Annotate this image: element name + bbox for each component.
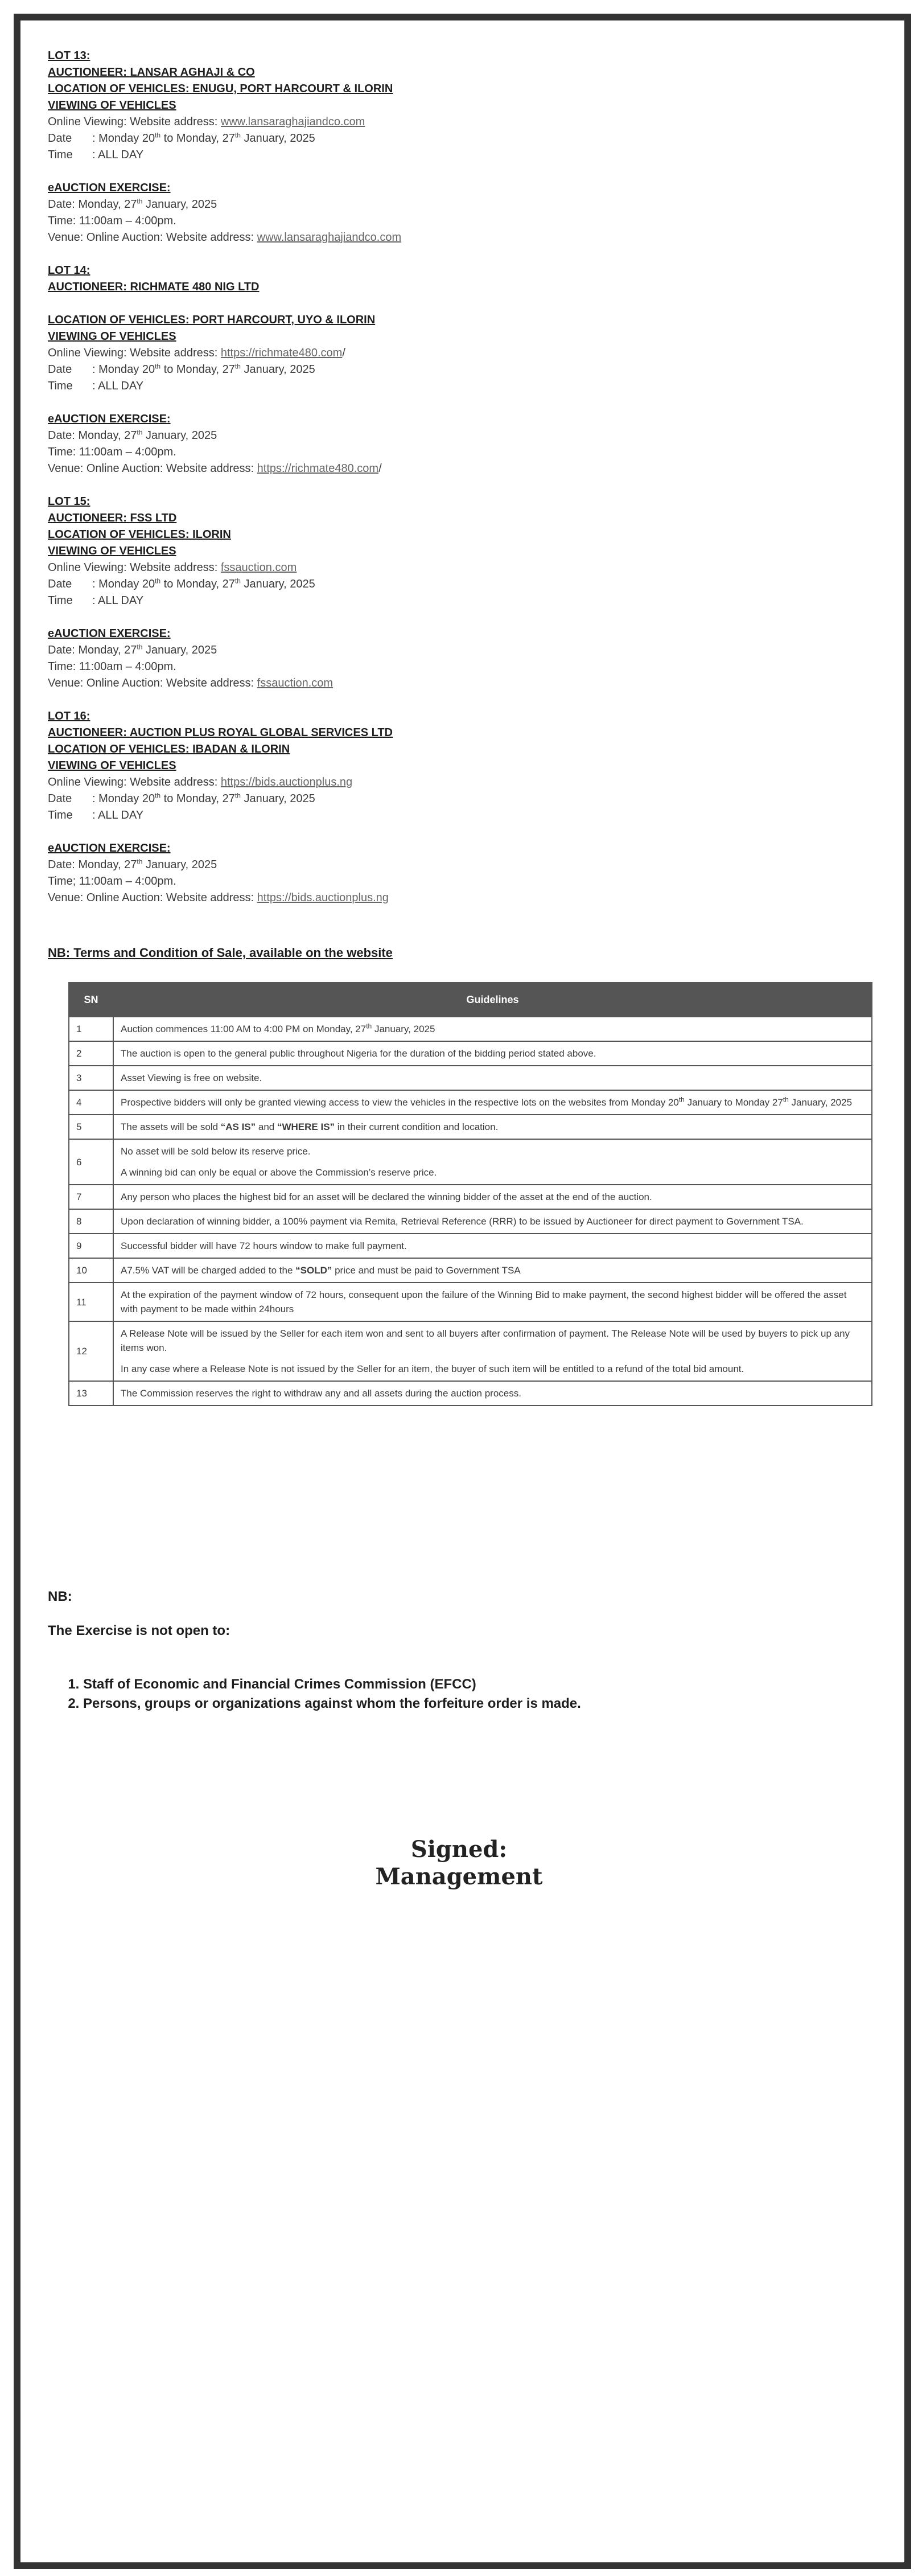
guideline-text: At the expiration of the payment window of 72 hours, consequent upon the failure of the Winning Bid to make payment, the second highest bidder will be offered the asset with payment to be made within 24hours [121,1289,847,1314]
row-guideline [113,1321,872,1381]
table-row [69,1139,872,1185]
date-label: Date [48,578,72,590]
row-sn: 11 [69,1283,113,1321]
guideline-text: Prospective bidders will only be granted viewing access to view the vehicles in the respective lots on the websites from Monday 20th January to Monday 27th January, 2025 [121,1095,853,1108]
eauction-heading: eAUCTION EXERCISE: [48,627,171,640]
online-viewing-prefix: Online Viewing: Website address: [48,116,221,128]
row-guideline [113,1234,872,1258]
date-label: Date [48,132,72,145]
lot-block [48,48,873,262]
table-row [69,1090,872,1115]
eauction-date: Date: Monday, 27th January, 2025 [48,197,217,211]
vehicle-location: LOCATION OF VEHICLES: ENUGU, PORT HARCOURT & ILORIN [48,83,393,95]
row-sn: 9 [69,1234,113,1258]
vehicle-location: LOCATION OF VEHICLES: PORT HARCOURT, UYO & ILORIN [48,314,376,326]
date-value: : Monday 20th to Monday, 27th January, 2025 [92,131,315,145]
table-row [69,1115,872,1139]
eauction-time: Time: 11:00am – 4:00pm. [48,215,176,227]
auctioneer: AUCTIONEER: FSS LTD [48,512,177,524]
row-guideline [113,1258,872,1283]
venue-prefix: Venue: Online Auction: Website address: [48,231,257,244]
guideline-text: The assets will be sold “AS IS” and “WHERE IS” in their current condition and location. [121,1121,499,1132]
guideline-text: In any case where a Release Note is not issued by the Seller for an item, the buyer of such item will be entitled to a refund of the total bid amount. [121,1363,744,1374]
row-guideline [113,1209,872,1234]
header-guidelines: Guidelines [113,983,872,1017]
date-value: : Monday 20th to Monday, 27th January, 2025 [92,577,315,590]
lot-block [48,262,873,494]
vehicle-location: LOCATION OF VEHICLES: IBADAN & ILORIN [48,743,290,755]
guideline-text: The auction is open to the general public throughout Nigeria for the duration of the bidding period stated above. [121,1048,596,1059]
row-guideline [113,1090,872,1115]
vehicle-location: LOCATION OF VEHICLES: ILORIN [48,528,231,541]
lot-block [48,494,873,708]
terms-note[interactable]: NB: Terms and Condition of Sale, available on the website [48,946,393,960]
online-viewing [48,345,873,361]
lot-number: LOT 13: [48,50,90,62]
time-value: : ALL DAY [92,149,144,161]
time-label: Time [48,594,73,607]
venue-prefix: Venue: Online Auction: Website address: [48,891,257,904]
row-sn: 5 [69,1115,113,1139]
eauction-venue [48,461,873,477]
venue-prefix: Venue: Online Auction: Website address: [48,462,257,475]
time-label: Time [48,149,73,161]
viewing-heading: VIEWING OF VEHICLES [48,330,176,343]
viewing-heading: VIEWING OF VEHICLES [48,99,176,112]
table-row [69,1258,872,1283]
guideline-text: Successful bidder will have 72 hours window to make full payment. [121,1240,407,1251]
eauction-date: Date: Monday, 27th January, 2025 [48,428,217,442]
date-value: : Monday 20th to Monday, 27th January, 2025 [92,791,315,805]
website-suffix: / [342,347,345,359]
venue-website-link[interactable]: www.lansaraghajiandco.com [257,231,402,244]
row-sn: 8 [69,1209,113,1234]
lot-number: LOT 16: [48,710,90,722]
nb-label: NB: [48,1589,72,1604]
website-link[interactable]: fssauction.com [220,561,297,574]
guideline-text: Any person who places the highest bid for an asset will be declared the winning bidder of the asset at the end of the auction. [121,1192,652,1202]
online-viewing [48,114,873,130]
online-viewing-prefix: Online Viewing: Website address: [48,347,221,359]
spacer [48,692,873,708]
guideline-text: No asset will be sold below its reserve price. [121,1146,311,1157]
venue-prefix: Venue: Online Auction: Website address: [48,677,257,689]
viewing-time [48,147,873,163]
guideline-text: Auction commences 11:00 AM to 4:00 PM on Monday, 27th January, 2025 [121,1022,435,1034]
row-guideline [113,1066,872,1090]
table-row [69,1066,872,1090]
guideline-text: The Commission reserves the right to withdraw any and all assets during the auction process. [121,1388,521,1399]
guideline-text: Upon declaration of winning bidder, a 100% payment via Remita, Retrieval Reference (RRR) to be issued by Auctioneer for direct payment to Government TSA. [121,1216,804,1227]
spacer [48,906,873,923]
row-sn: 10 [69,1258,113,1283]
not-open-heading: The Exercise is not open to: [48,1623,230,1638]
date-label: Date [48,792,72,805]
viewing-heading: VIEWING OF VEHICLES [48,759,176,772]
table-row [69,1321,872,1381]
eauction-time: Time: 11:00am – 4:00pm. [48,660,176,673]
row-guideline [113,1185,872,1209]
header-sn: SN [69,983,113,1017]
time-value: : ALL DAY [92,594,144,607]
eauction-heading: eAUCTION EXERCISE: [48,182,171,194]
time-value: : ALL DAY [92,380,144,392]
row-sn: 13 [69,1381,113,1406]
table-row [69,1209,872,1234]
table-row [69,1381,872,1406]
viewing-time [48,593,873,609]
signed-by: Management [375,1863,543,1890]
time-value: : ALL DAY [92,809,144,821]
signed-label: Signed: [410,1836,508,1863]
guidelines-table [68,982,872,1406]
table-row [69,1234,872,1258]
signature-block [0,1836,918,1891]
viewing-time [48,807,873,824]
lot-block [48,708,873,923]
time-label: Time [48,809,73,821]
eauction-heading: eAUCTION EXERCISE: [48,842,171,854]
spacer [48,246,873,262]
row-guideline [113,1017,872,1041]
website-link[interactable]: www.lansaraghajiandco.com [220,116,365,128]
date-value: : Monday 20th to Monday, 27th January, 2025 [92,362,315,376]
eauction-date: Date: Monday, 27th January, 2025 [48,857,217,871]
viewing-date [48,130,873,147]
spacer [48,824,873,840]
viewing-heading: VIEWING OF VEHICLES [48,545,176,557]
row-guideline [113,1139,872,1185]
eauction-date: Date: Monday, 27th January, 2025 [48,643,217,656]
row-sn: 7 [69,1185,113,1209]
spacer [48,163,873,180]
guideline-text: A Release Note will be issued by the Seller for each item won and sent to all buyers after confirmation of payment. The Release Note will be used by buyers to pick up any items won. [121,1328,850,1353]
lot-number: LOT 15: [48,495,90,508]
spacer [48,609,873,626]
venue-suffix: / [378,462,382,475]
online-viewing [48,774,873,791]
auctioneer: AUCTIONEER: RICHMATE 480 NIG LTD [48,281,260,293]
eauction-venue [48,229,873,246]
guideline-text: A7.5% VAT will be charged added to the “SOLD” price and must be paid to Government TSA [121,1265,521,1276]
eauction-venue [48,890,873,906]
date-label: Date [48,363,72,376]
guideline-text: A winning bid can only be equal or above the Commission’s reserve price. [121,1167,437,1178]
online-viewing-prefix: Online Viewing: Website address: [48,561,221,574]
row-sn: 2 [69,1041,113,1066]
row-sn: 3 [69,1066,113,1090]
viewing-date [48,791,873,807]
table-header-row [69,983,872,1017]
eauction-time: Time: 11:00am – 4:00pm. [48,446,176,458]
eauction-venue [48,675,873,692]
lot-number: LOT 14: [48,264,90,277]
website-link[interactable]: https://bids.auctionplus.ng [220,776,353,788]
online-viewing-prefix: Online Viewing: Website address: [48,776,221,788]
spacer [48,295,873,312]
table-row [69,1185,872,1209]
venue-website-link[interactable]: fssauction.com [257,677,334,689]
row-sn: 12 [69,1321,113,1381]
row-sn: 6 [69,1139,113,1185]
website-link[interactable]: https://richmate480.com [220,347,343,359]
viewing-date [48,576,873,593]
exclusion-list [48,1675,873,1714]
table-row [69,1283,872,1321]
eauction-heading: eAUCTION EXERCISE: [48,413,171,425]
online-viewing [48,560,873,576]
venue-website-link[interactable]: https://richmate480.com [257,462,379,475]
row-sn: 4 [69,1090,113,1115]
row-guideline [113,1283,872,1321]
exclusion-item: 2. Persons, groups or organizations against whom the forfeiture order is made. [83,1694,873,1714]
exclusion-section [48,1588,873,1714]
row-guideline [113,1115,872,1139]
guideline-text: Asset Viewing is free on website. [121,1073,262,1083]
row-guideline [113,1381,872,1406]
table-row [69,1041,872,1066]
row-guideline [113,1041,872,1066]
lots-section [48,48,873,960]
eauction-time: Time; 11:00am – 4:00pm. [48,875,176,888]
exclusion-item: 1. Staff of Economic and Financial Crimes Commission (EFCC) [83,1675,873,1694]
table-row [69,1017,872,1041]
spacer [48,395,873,411]
viewing-date [48,361,873,378]
viewing-time [48,378,873,395]
row-sn: 1 [69,1017,113,1041]
auctioneer: AUCTIONEER: AUCTION PLUS ROYAL GLOBAL SERVICES LTD [48,726,393,739]
time-label: Time [48,380,73,392]
auctioneer: AUCTIONEER: LANSAR AGHAJI & CO [48,66,255,79]
venue-website-link[interactable]: https://bids.auctionplus.ng [257,891,389,904]
spacer [48,477,873,494]
